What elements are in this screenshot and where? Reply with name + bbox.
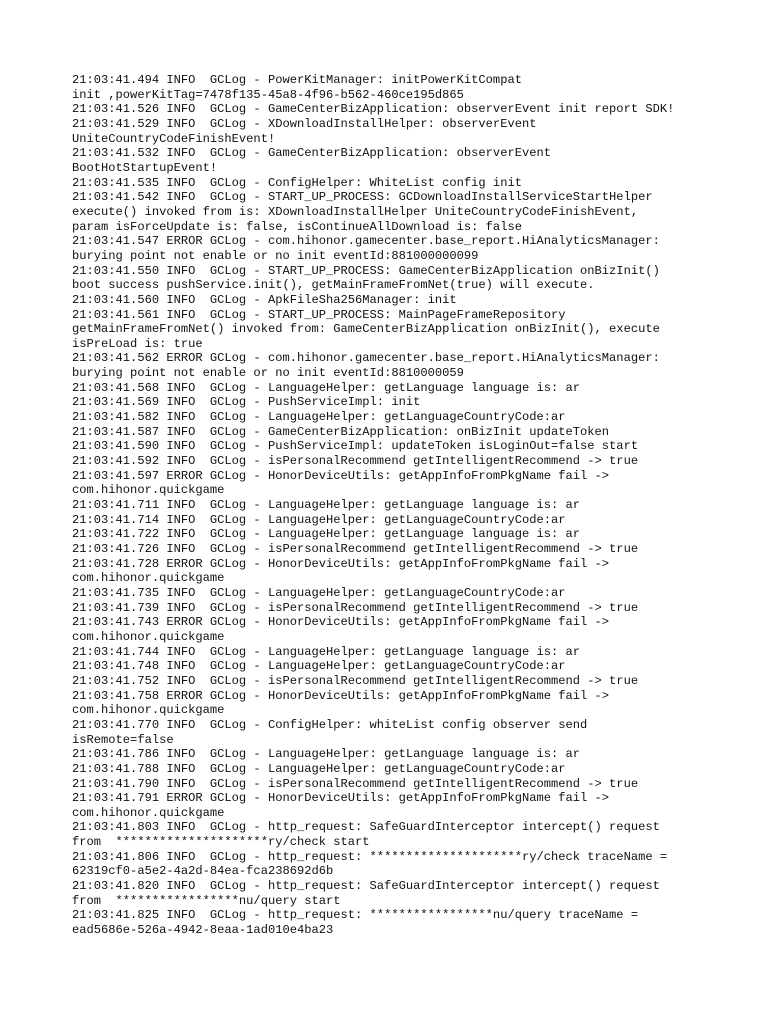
log-line: isRemote=false <box>72 732 174 747</box>
log-line: 21:03:41.744 INFO GCLog - LanguageHelper: getLanguage language is: ar <box>72 644 581 659</box>
log-line: 21:03:41.597 ERROR GCLog - HonorDeviceUtils: getAppInfoFromPkgName fail -> <box>72 468 610 483</box>
log-line: 21:03:41.547 ERROR GCLog - com.hihonor.gamecenter.base_report.HiAnalyticsManager: <box>72 234 660 249</box>
log-line: 21:03:41.550 INFO GCLog - START_UP_PROCESS: GameCenterBizApplication onBizInit() <box>72 263 660 278</box>
log-line: 21:03:41.535 INFO GCLog - ConfigHelper: WhiteList config init <box>72 175 522 190</box>
log-line: param isForceUpdate is: false, isContinueAllDownload is: false <box>72 219 522 234</box>
log-line: com.hihonor.quickgame <box>72 703 225 718</box>
log-line: com.hihonor.quickgame <box>72 483 225 498</box>
log-line: execute() invoked from is: XDownloadInstallHelper UniteCountryCodeFinishEvent, <box>72 204 639 219</box>
log-line: 21:03:41.758 ERROR GCLog - HonorDeviceUtils: getAppInfoFromPkgName fail -> <box>72 688 610 703</box>
log-line: 21:03:41.722 INFO GCLog - LanguageHelper: getLanguage language is: ar <box>72 527 581 542</box>
log-line: 21:03:41.739 INFO GCLog - isPersonalRecommend getIntelligentRecommend -> true <box>72 600 639 615</box>
log-line: com.hihonor.quickgame <box>72 629 225 644</box>
log-line: BootHotStartupEvent! <box>72 160 218 175</box>
log-line: 21:03:41.560 INFO GCLog - ApkFileSha256Manager: init <box>72 292 457 307</box>
log-line: 21:03:41.752 INFO GCLog - isPersonalRecommend getIntelligentRecommend -> true <box>72 673 639 688</box>
log-line: 21:03:41.562 ERROR GCLog - com.hihonor.gamecenter.base_report.HiAnalyticsManager: <box>72 351 660 366</box>
log-line: 21:03:41.568 INFO GCLog - LanguageHelper: getLanguage language is: ar <box>72 380 581 395</box>
log-line: from *****************nu/query start <box>72 893 341 908</box>
log-line: 21:03:41.587 INFO GCLog - GameCenterBizApplication: onBizInit updateToken <box>72 424 610 439</box>
log-line: com.hihonor.quickgame <box>72 571 225 586</box>
log-line: 21:03:41.590 INFO GCLog - PushServiceImpl: updateToken isLoginOut=false start <box>72 439 639 454</box>
log-line: 21:03:41.494 INFO GCLog - PowerKitManager: initPowerKitCompat <box>72 73 522 87</box>
log-line: 21:03:41.592 INFO GCLog - isPersonalRecommend getIntelligentRecommend -> true <box>72 454 639 469</box>
log-line: 21:03:41.806 INFO GCLog - http_request: *********************ry/check traceName = <box>72 849 668 864</box>
log-line: 21:03:41.770 INFO GCLog - ConfigHelper: whiteList config observer send <box>72 717 588 732</box>
log-line: 21:03:41.788 INFO GCLog - LanguageHelper: getLanguageCountryCode:ar <box>72 761 566 776</box>
log-line: 21:03:41.726 INFO GCLog - isPersonalRecommend getIntelligentRecommend -> true <box>72 542 639 556</box>
log-line: 21:03:41.790 INFO GCLog - isPersonalRecommend getIntelligentRecommend -> true <box>72 776 639 791</box>
log-line: burying point not enable or no init eventId:8810000059 <box>72 366 464 381</box>
log-line: 21:03:41.569 INFO GCLog - PushServiceImpl: init <box>72 395 421 410</box>
log-line: 21:03:41.748 INFO GCLog - LanguageHelper: getLanguageCountryCode:ar <box>72 659 566 674</box>
log-line: 21:03:41.728 ERROR GCLog - HonorDeviceUtils: getAppInfoFromPkgName fail -> <box>72 556 610 571</box>
log-line: getMainFrameFromNet() invoked from: GameCenterBizApplication onBizInit(), execute <box>72 322 660 337</box>
log-line: 21:03:41.561 INFO GCLog - START_UP_PROCESS: MainPageFrameRepository <box>72 307 566 322</box>
log-line: init ,powerKitTag=7478f135-45a8-4f96-b562-460ce195d865 <box>72 87 464 102</box>
log-line: UniteCountryCodeFinishEvent! <box>72 131 276 146</box>
log-document <box>72 73 712 938</box>
log-line: 21:03:41.532 INFO GCLog - GameCenterBizApplication: observerEvent <box>72 146 551 161</box>
log-line: 21:03:41.743 ERROR GCLog - HonorDeviceUtils: getAppInfoFromPkgName fail -> <box>72 615 610 630</box>
log-line: boot success pushService.init(), getMainFrameFromNet(true) will execute. <box>72 278 595 293</box>
log-line: 21:03:41.825 INFO GCLog - http_request: *****************nu/query traceName = <box>72 908 639 923</box>
log-line: ead5686e-526a-4942-8eaa-1ad010e4ba23 <box>72 923 334 938</box>
log-line: 21:03:41.786 INFO GCLog - LanguageHelper: getLanguage language is: ar <box>72 747 581 762</box>
log-line: 21:03:41.803 INFO GCLog - http_request: SafeGuardInterceptor intercept() request <box>72 820 660 835</box>
log-line: 62319cf0-a5e2-4a2d-84ea-fca238692d6b <box>72 864 334 879</box>
log-line: isPreLoad is: true <box>72 336 203 351</box>
log-line: 21:03:41.820 INFO GCLog - http_request: SafeGuardInterceptor intercept() request <box>72 879 660 894</box>
log-line: com.hihonor.quickgame <box>72 805 225 820</box>
log-line: 21:03:41.711 INFO GCLog - LanguageHelper: getLanguage language is: ar <box>72 498 581 513</box>
log-line: burying point not enable or no init eventId:881000000099 <box>72 248 479 263</box>
log-line: 21:03:41.529 INFO GCLog - XDownloadInstallHelper: observerEvent <box>72 116 537 131</box>
log-line: 21:03:41.791 ERROR GCLog - HonorDeviceUtils: getAppInfoFromPkgName fail -> <box>72 791 610 806</box>
log-line: 21:03:41.526 INFO GCLog - GameCenterBizApplication: observerEvent init report SDK! <box>72 102 675 117</box>
log-line: from *********************ry/check start <box>72 835 370 850</box>
log-line: 21:03:41.714 INFO GCLog - LanguageHelper: getLanguageCountryCode:ar <box>72 512 566 527</box>
log-line: 21:03:41.542 INFO GCLog - START_UP_PROCESS: GCDownloadInstallServiceStartHelper <box>72 190 653 205</box>
log-line: 21:03:41.735 INFO GCLog - LanguageHelper: getLanguageCountryCode:ar <box>72 585 566 600</box>
log-line: 21:03:41.582 INFO GCLog - LanguageHelper: getLanguageCountryCode:ar <box>72 410 566 425</box>
